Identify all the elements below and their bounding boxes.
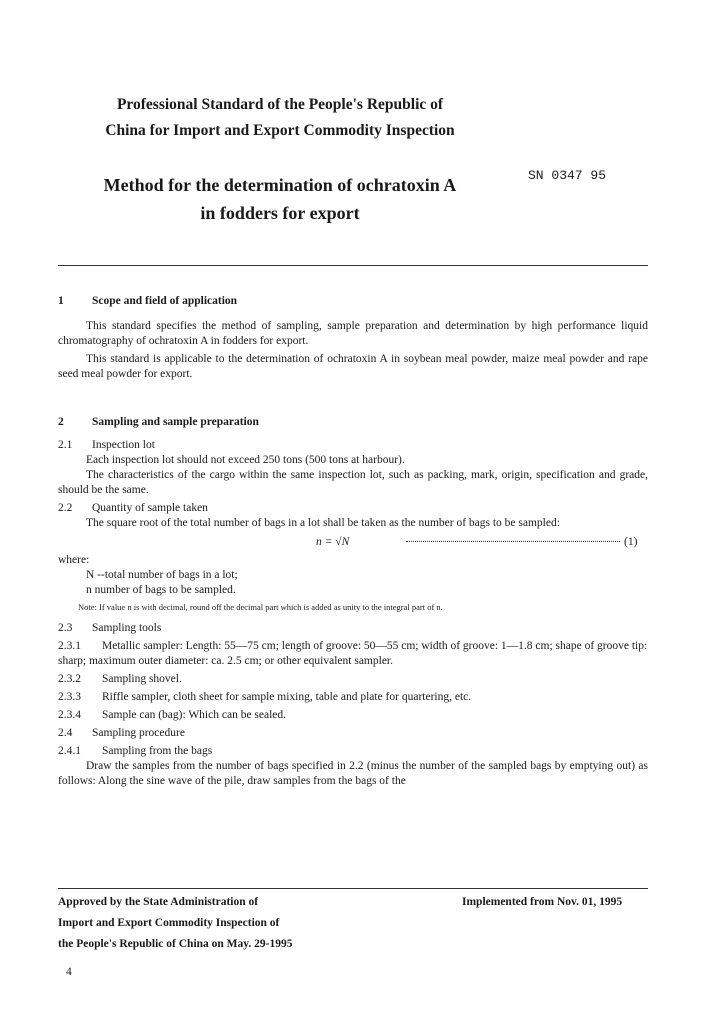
subsection-title: Inspection lot: [92, 439, 155, 451]
subsection-number: 2.3: [58, 622, 73, 634]
approval-line: Approved by the State Administration of: [58, 896, 259, 908]
title-line-1: Method for the determination of ochratoxin A: [103, 175, 457, 195]
implementation-date: Implemented from Nov. 01, 1995: [462, 896, 623, 908]
subsection-number: 2.4: [58, 727, 73, 739]
approval-line: the People's Republic of China on May. 29-1995: [58, 938, 293, 950]
subsection-2-1-heading: [58, 438, 648, 453]
standard-number: SN 0347 95: [528, 168, 607, 183]
paragraph: This standard specifies the method of sampling, sample preparation and determination by high performance liquid chromatography of ochratoxin A in fodders for export.: [58, 320, 648, 347]
title-divider: [58, 265, 648, 266]
section-number: 2: [58, 416, 64, 428]
item-2-4-1: [58, 744, 648, 759]
subsection-title: Sampling tools: [92, 622, 162, 634]
approval-line: Import and Export Commodity Inspection of: [58, 917, 280, 929]
header-line-1: Professional Standard of the People's Republic of: [116, 96, 444, 113]
item-number: 2.3.2: [58, 673, 81, 685]
item-text: Sample can (bag): Which can be sealed.: [102, 709, 287, 721]
equation-number: (1): [624, 536, 638, 548]
item-2-3-1: [58, 639, 648, 669]
section-title: Scope and field of application: [92, 295, 238, 307]
leader-dots: [406, 541, 620, 542]
section-1-heading: [58, 294, 648, 309]
section-1: [58, 294, 648, 382]
formula-line: [58, 535, 648, 553]
definition-n: n number of bags to be sampled.: [86, 584, 236, 596]
subsection-2-4-heading: [58, 726, 648, 741]
title-line-2: in fodders for export: [200, 203, 360, 223]
item-number: 2.3.3: [58, 691, 81, 703]
section-title: Sampling and sample preparation: [92, 416, 259, 428]
section-2: [58, 415, 648, 789]
subsection-2-3-heading: [58, 621, 648, 636]
section-2-heading: [58, 415, 648, 430]
item-text: Sampling shovel.: [102, 673, 182, 685]
definition-N: N --total number of bags in a lot;: [86, 569, 238, 581]
item-text: Riffle sampler, cloth sheet for sample mixing, table and plate for quartering, etc.: [102, 691, 472, 703]
section-number: 1: [58, 295, 64, 307]
item-text: Sampling from the bags: [102, 745, 213, 757]
subsection-title: Quantity of sample taken: [92, 502, 208, 514]
paragraph: Each inspection lot should not exceed 250 tons (500 tons at harbour).: [86, 454, 405, 466]
paragraph: This standard is applicable to the determination of ochratoxin A in soybean meal powder, maize meal powder and rape seed meal powder for export.: [58, 353, 648, 380]
item-2-3-2: [58, 672, 648, 687]
paragraph: The square root of the total number of bags in a lot shall be taken as the number of bags to be sampled:: [86, 517, 560, 529]
paragraph: Draw the samples from the number of bags specified in 2.2 (minus the number of the sampled bags by emptying out) as follows: Along the sine wave of the pile, draw samples from the bags of the: [58, 760, 648, 787]
item-number: 2.4.1: [58, 745, 81, 757]
paragraph: The characteristics of the cargo within the same inspection lot, such as packing, mark, origin, specification and grade, should be the same.: [58, 469, 648, 496]
header-line-2: China for Import and Export Commodity Inspection: [105, 122, 455, 139]
footer-divider: [58, 888, 648, 889]
formula: n = √N: [316, 536, 350, 548]
item-2-3-4: [58, 708, 648, 723]
page-number: 4: [66, 966, 72, 978]
item-text: Metallic sampler: Length: 55—75 cm; length of groove: 50—55 cm; width of groove: 1—1.8 cm; shape of groove tip: sharp; maximum outer diameter: ca. 2.5 cm; or other equivalent sampler.: [58, 640, 648, 667]
item-number: 2.3.4: [58, 709, 81, 721]
subsection-2-2-heading: [58, 501, 648, 516]
where-label: where:: [58, 554, 90, 566]
approval-block: [58, 892, 292, 955]
subsection-number: 2.1: [58, 439, 73, 451]
item-2-3-3: [58, 690, 648, 705]
subsection-number: 2.2: [58, 502, 73, 514]
subsection-title: Sampling procedure: [92, 727, 185, 739]
note: Note: If value n is with decimal, round off the decimal part which is added as unity to the integral part of n.: [78, 602, 443, 612]
item-number: 2.3.1: [58, 640, 81, 652]
